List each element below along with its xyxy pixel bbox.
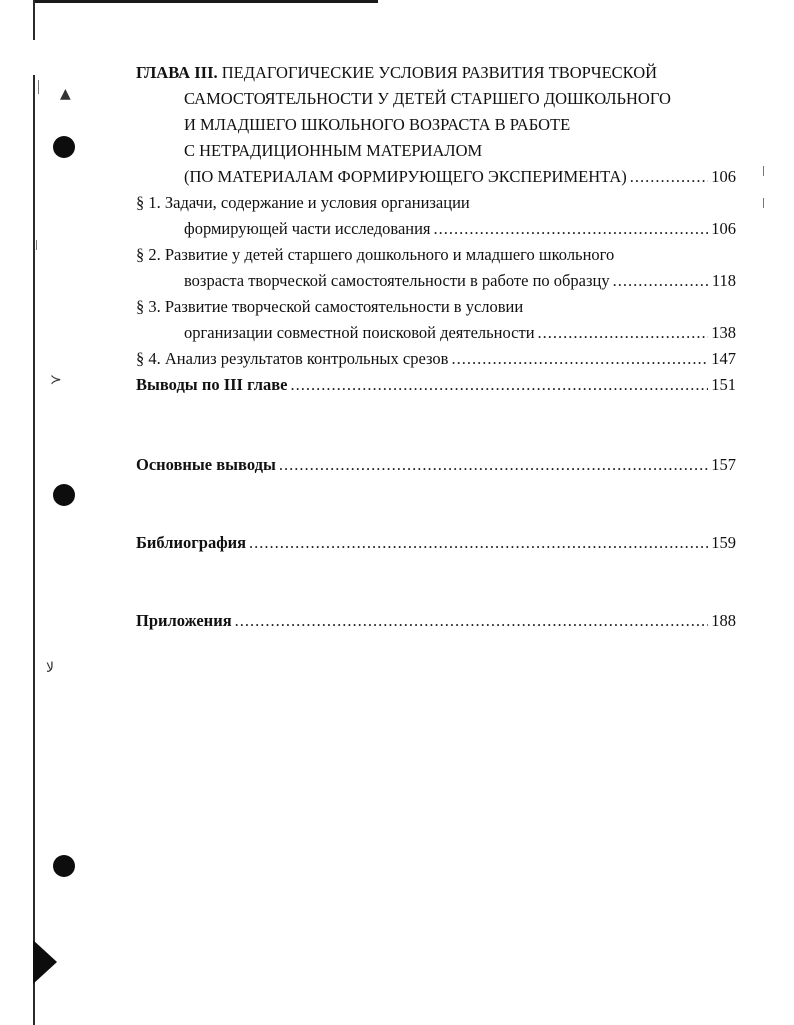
section-line: формирующей части исследования xyxy=(184,219,431,238)
scan-edge-left xyxy=(33,0,35,1025)
section-line: возраста творческой самостоятельности в работе по образцу xyxy=(184,271,610,290)
chapter-heading-line-1 xyxy=(136,60,736,86)
section-line: § 3. Развитие творческой самостоятельности в условии xyxy=(136,297,524,316)
dot-leader xyxy=(290,372,708,398)
chapter-title-line: С НЕТРАДИЦИОННЫМ МАТЕРИАЛОМ xyxy=(184,141,483,160)
appendices-label: Приложения xyxy=(136,611,232,630)
page-number: 118 xyxy=(711,271,736,290)
scan-speck-2: ≻ xyxy=(50,372,62,388)
section-last-row xyxy=(136,320,736,346)
scan-tick-4 xyxy=(763,198,764,208)
punch-hole-2 xyxy=(53,484,75,506)
scan-tick-1 xyxy=(38,80,39,94)
section-line: § 1. Задачи, содержание и условия организации xyxy=(136,193,470,212)
scan-tick-3 xyxy=(763,166,764,176)
scan-speck-1: ▲ xyxy=(60,86,71,102)
chapter-label: ГЛАВА III. xyxy=(136,63,218,82)
table-of-contents xyxy=(136,60,736,634)
main-conclusions-label: Основные выводы xyxy=(136,455,276,474)
dot-leader xyxy=(451,346,708,372)
bibliography-label: Библиография xyxy=(136,533,247,552)
scan-speck-3: ﻻ xyxy=(46,660,54,676)
punch-hole-1 xyxy=(53,136,75,158)
section-entry-4 xyxy=(136,346,736,372)
chapter-title-line: (ПО МАТЕРИАЛАМ ФОРМИРУЮЩЕГО ЭКСПЕРИМЕНТА) xyxy=(184,167,627,186)
chapter-entry xyxy=(136,60,736,190)
dot-leader xyxy=(235,608,709,634)
chapter-title-last-row xyxy=(136,164,736,190)
page-number: 138 xyxy=(711,323,736,342)
chapter-title-line: САМОСТОЯТЕЛЬНОСТИ У ДЕТЕЙ СТАРШЕГО ДОШКОЛЬНОГО xyxy=(184,89,671,108)
page-number: 151 xyxy=(711,375,736,394)
section-entry-3 xyxy=(136,294,736,346)
spacer xyxy=(136,478,736,530)
spacer xyxy=(136,398,736,452)
dot-leader xyxy=(249,530,708,556)
scan-edge-top xyxy=(33,0,378,3)
section-line: организации совместной поисковой деятельности xyxy=(184,323,535,342)
conclusions-chapter-entry xyxy=(136,372,736,398)
page-number: 106 xyxy=(711,219,736,238)
section-entry-1 xyxy=(136,190,736,242)
chapter-title-line: ПЕДАГОГИЧЕСКИЕ УСЛОВИЯ РАЗВИТИЯ ТВОРЧЕСКОЙ xyxy=(221,63,658,82)
section-last-row xyxy=(136,346,736,372)
chapter-title-line: И МЛАДШЕГО ШКОЛЬНОГО ВОЗРАСТА В РАБОТЕ xyxy=(184,115,571,134)
section-last-row xyxy=(136,268,736,294)
section-last-row xyxy=(136,216,736,242)
dot-leader xyxy=(279,452,708,478)
scan-corner-mark xyxy=(33,940,57,984)
appendices-entry xyxy=(136,608,736,634)
dot-leader xyxy=(613,268,709,294)
bibliography-entry xyxy=(136,530,736,556)
page-number: 188 xyxy=(711,611,736,630)
page-number: 157 xyxy=(711,455,736,474)
spacer xyxy=(136,556,736,608)
page-number: 159 xyxy=(711,533,736,552)
page-number: 106 xyxy=(711,167,736,186)
section-line: § 4. Анализ результатов контрольных срезов xyxy=(136,349,449,368)
punch-hole-3 xyxy=(53,855,75,877)
dot-leader xyxy=(434,216,709,242)
scan-tick-2 xyxy=(36,240,37,250)
dot-leader xyxy=(538,320,709,346)
page-number: 147 xyxy=(711,349,736,368)
dot-leader xyxy=(630,164,708,190)
section-entry-2 xyxy=(136,242,736,294)
section-line: § 2. Развитие у детей старшего дошкольного и младшего школьного xyxy=(136,245,615,264)
main-conclusions-entry xyxy=(136,452,736,478)
scan-edge-gap xyxy=(31,40,37,75)
conclusions-chapter-label: Выводы по III главе xyxy=(136,375,288,394)
